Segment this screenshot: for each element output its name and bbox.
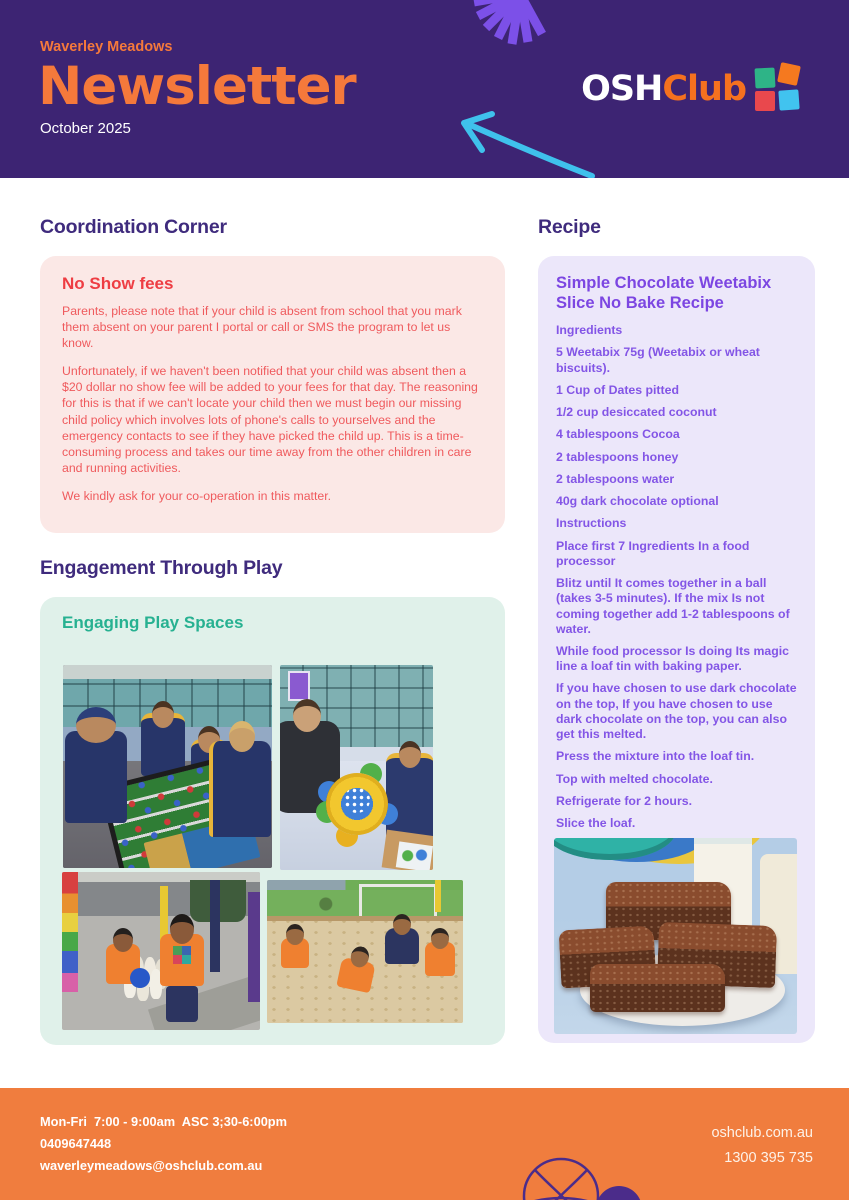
session-hours: Mon-Fri 7:00 - 9:00am ASC 3;30-6:00pm (40, 1114, 288, 1129)
logo-osh: OSH (581, 69, 663, 109)
recipe-line: Press the mixture into the loaf tin. (556, 749, 755, 764)
photo-chocolate-slice (554, 838, 797, 1034)
scene-fishing-game-toy (326, 773, 388, 835)
logo-square-orange (777, 62, 801, 86)
scene-child (385, 928, 419, 964)
card-paragraph: We kindly ask for your co-operation in this matter. (62, 488, 332, 503)
no-show-fees-title: No Show fees (62, 274, 174, 293)
recipe-line: Refrigerate for 2 hours. (556, 793, 692, 808)
recipe-title: Simple Chocolate Weetabix Slice No Bake Recipe (556, 274, 772, 313)
logo-square-cyan (778, 89, 799, 110)
scene-poster (288, 671, 310, 701)
photo-foosball-game (63, 665, 272, 868)
logo-square-red (755, 91, 775, 111)
engagement-heading: Engagement Through Play (40, 557, 283, 579)
scene-sandpit-edge (267, 916, 463, 921)
scene-child (209, 741, 271, 837)
recipe-line: Place first 7 Ingredients In a food processor (556, 538, 750, 568)
scene-child (425, 942, 455, 976)
play-spaces-card (40, 597, 505, 1045)
scene-pole (435, 880, 441, 912)
scene-child (65, 731, 127, 823)
logo-square-teal (754, 67, 775, 88)
photo-fishing-game (280, 665, 433, 870)
right-column (538, 216, 815, 1043)
recipe-line: Blitz until It comes together in a ball (takes 3-5 minutes). If the mix Is not coming together add 1-2 tablespoons of water. (556, 576, 790, 636)
scene-child-legs (166, 986, 198, 1022)
recipe-line: 2 tablespoons honey (556, 449, 679, 464)
purple-circle-icon (596, 1186, 642, 1200)
email-address: waverleymeadows@oshclub.com.au (40, 1158, 263, 1173)
footer-contact-block (40, 1111, 287, 1177)
scene-child (281, 938, 309, 968)
recipe-line: Ingredients (556, 323, 623, 338)
website-url: oshclub.com.au (711, 1125, 813, 1141)
basketball-icon (520, 1154, 602, 1200)
page-title: Newsletter (38, 56, 356, 117)
recipe-heading: Recipe (538, 216, 601, 238)
main-content (0, 178, 849, 1088)
footer-banner (0, 1088, 849, 1200)
photo-bowling (62, 872, 260, 1030)
recipe-line: 40g dark chocolate optional (556, 494, 719, 509)
recipe-line: Instructions (556, 516, 627, 531)
scene-pole (248, 892, 260, 1002)
card-paragraph: Parents, please note that if your child is absent from school that you mark them absent on your parent I portal or call or SMS the program to let us know. (62, 304, 462, 351)
header-banner (0, 0, 849, 178)
oshclub-logo-text (581, 69, 746, 109)
scene-child (106, 944, 140, 984)
hotline-number: 1300 395 735 (724, 1150, 813, 1166)
mobile-phone: 0409647448 (40, 1136, 112, 1151)
recipe-line: 5 Weetabix 75g (Weetabix or wheat biscuits). (556, 345, 760, 375)
footer-company-block (711, 1121, 813, 1171)
scene-child (160, 934, 204, 986)
recipe-line: 2 tablespoons water (556, 471, 675, 486)
recipe-line: Slice the loaf. (556, 816, 636, 831)
logo-club: Club (662, 69, 746, 109)
no-show-fees-card (40, 256, 505, 533)
recipe-line: If you have chosen to use dark chocolate on the top, If you have chosen to use dark chocolate on the top, you can also get this melted. (556, 681, 797, 742)
photo-sandpit (267, 880, 463, 1023)
scene-rainbow-poles (62, 872, 78, 992)
scene-chocolate-slice (590, 964, 725, 1012)
site-name: Waverley Meadows (40, 39, 173, 55)
scene-child (386, 753, 433, 838)
left-column (40, 216, 505, 1045)
recipe-line: 4 tablespoons Cocoa (556, 427, 680, 442)
card-paragraph: Unfortunately, if we haven't been notified that your child was absent then a $20 dollar no show fee will be added to your fees for that day. The reasoning for this is that if we can't locate your child then we must begin our missing child policy which involves lots of phone's calls to yourselves and the emergency contacts to see if they have picked the child up. This is a time-consuming process and takes our time away from the other children in care and running activities. (62, 364, 478, 475)
recipe-card (538, 256, 815, 1043)
recipe-line: 1/2 cup desiccated coconut (556, 405, 717, 420)
logo-squares-icon (755, 66, 801, 112)
issue-date: October 2025 (40, 120, 131, 137)
recipe-line: Top with melted chocolate. (556, 771, 713, 786)
scene-goal-frame (359, 884, 437, 917)
play-spaces-title: Engaging Play Spaces (62, 613, 244, 632)
recipe-line: 1 Cup of Dates pitted (556, 382, 679, 397)
curved-arrow-icon (440, 102, 600, 178)
scene-game-box (382, 830, 433, 870)
recipe-body (556, 323, 797, 831)
coordination-corner-heading: Coordination Corner (40, 216, 227, 238)
starburst-icon (452, 0, 552, 50)
no-show-fees-body (62, 303, 483, 504)
scene-pole (210, 880, 220, 972)
recipe-line: While food processor Is doing Its magic line a loaf tin with baking paper. (556, 644, 789, 674)
oshclub-logo (581, 66, 801, 112)
